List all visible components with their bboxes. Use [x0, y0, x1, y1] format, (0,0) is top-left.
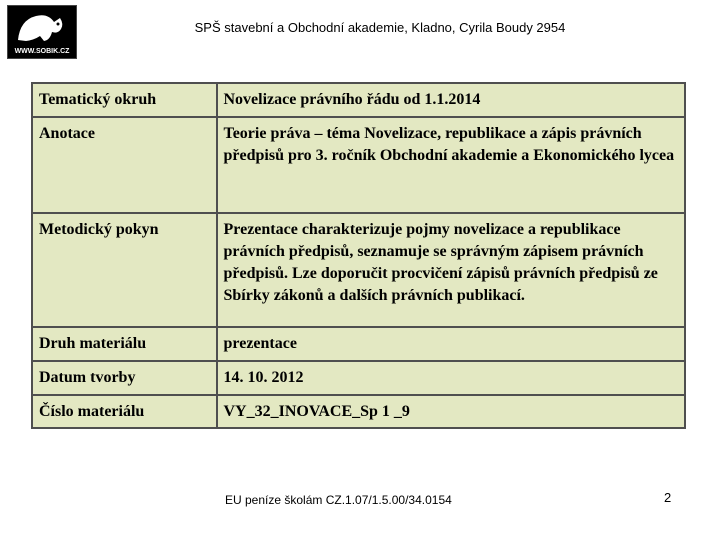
table-row [32, 83, 685, 117]
row-label: Anotace [32, 117, 217, 213]
row-label: Datum tvorby [32, 361, 217, 395]
page-header: SPŠ stavební a Obchodní akademie, Kladno, Cyrila Boudy 2954 [194, 20, 566, 35]
table-row [32, 395, 685, 428]
school-logo [7, 5, 77, 59]
table-row [32, 213, 685, 327]
row-label: Tematický okruh [32, 83, 217, 117]
row-label: Číslo materiálu [32, 395, 217, 428]
footer-text: EU peníze školám CZ.1.07/1.5.00/34.0154 [225, 493, 452, 507]
row-label: Metodický pokyn [32, 213, 217, 327]
row-value: Prezentace charakterizuje pojmy novelizace a republikace právních předpisů, seznamuje se správným zápisem právních předpisů. Lze doporučit procvičení zápisů právních předpisů ze Sbírky zákonů a dalších právních publikací. [217, 213, 686, 327]
logo-text: WWW.SOBIK.CZ [14, 48, 70, 55]
table-row [32, 117, 685, 213]
row-value: VY_32_INOVACE_Sp 1 _9 [217, 395, 686, 428]
row-value: 14. 10. 2012 [217, 361, 686, 395]
row-label: Druh materiálu [32, 327, 217, 361]
row-value: Novelizace právního řádu od 1.1.2014 [217, 83, 686, 117]
table-row [32, 361, 685, 395]
row-value: Teorie práva – téma Novelizace, republikace a zápis právních předpisů pro 3. ročník Obchodní akademie a Ekonomického lycea [217, 117, 686, 213]
metadata-table [31, 82, 686, 429]
dog-logo-icon [14, 10, 72, 44]
row-value: prezentace [217, 327, 686, 361]
page-number: 2 [664, 490, 672, 505]
table-row [32, 327, 685, 361]
